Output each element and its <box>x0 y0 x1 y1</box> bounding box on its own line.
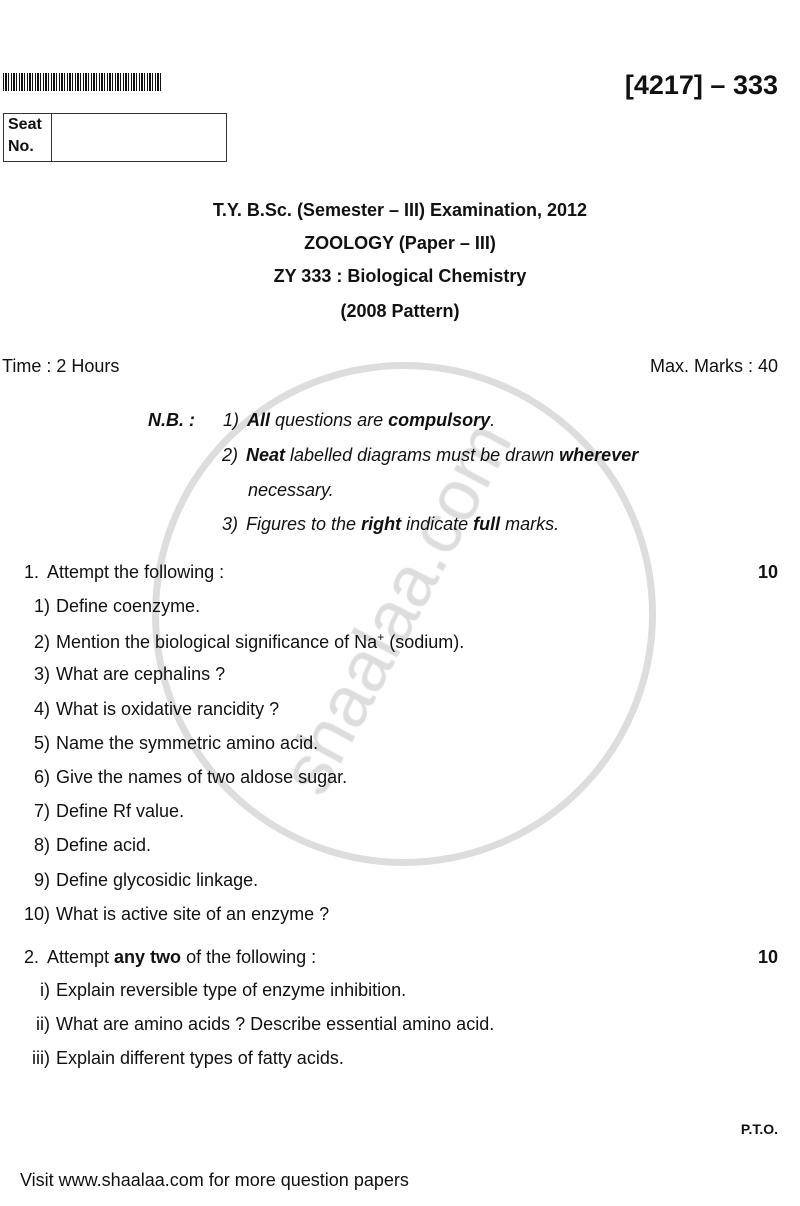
item-text: Define acid. <box>56 835 152 856</box>
item-text: Give the names of two aldose sugar. <box>56 767 348 787</box>
item-text: Mention the biological significance of Na <box>56 632 378 653</box>
subject-title: ZOOLOGY (Paper – III) <box>304 233 496 253</box>
item-text: Name the symmetric amino acid. <box>56 732 319 753</box>
item-number: 7) <box>33 801 50 822</box>
nb-note-3: 3) Figures to the right indicate full marks. <box>222 514 560 534</box>
question-item <box>16 904 329 925</box>
question-item <box>16 767 347 788</box>
seat-number-box <box>3 113 227 162</box>
barcode <box>3 73 161 91</box>
question-item <box>16 630 464 653</box>
item-number: 4) <box>33 698 50 719</box>
course-title: ZY 333 : Biological Chemistry <box>273 266 527 286</box>
seat-label <box>4 114 52 161</box>
question-1-marks: 10 <box>757 562 778 582</box>
item-text-cont: (sodium). <box>384 632 465 653</box>
seat-label-line-2: No. <box>8 138 34 155</box>
item-text: What are cephalins ? <box>56 664 226 685</box>
item-number: 2) <box>33 632 50 653</box>
question-item <box>16 1048 344 1069</box>
item-text: Define coenzyme. <box>56 596 201 616</box>
item-number: 9) <box>33 869 50 890</box>
question-item <box>16 699 279 720</box>
item-number: ii) <box>36 1014 50 1034</box>
item-text: Define glycosidic linkage. <box>56 869 259 890</box>
nb-note-2: 2) Neat labelled diagrams must be drawn wherever <box>222 445 639 465</box>
exam-title: T.Y. B.Sc. (Semester – III) Examination, 2012 <box>212 200 588 220</box>
item-number: 10) <box>23 903 50 924</box>
max-marks: Max. Marks : 40 <box>649 356 778 376</box>
item-superscript: + <box>377 630 385 645</box>
question-item <box>16 980 406 1001</box>
question-item <box>16 801 184 822</box>
item-text: Explain different types of fatty acids. <box>56 1048 344 1068</box>
question-item <box>16 596 200 617</box>
item-number: 1) <box>33 596 50 616</box>
item-number: 8) <box>33 835 50 856</box>
question-item <box>16 835 151 856</box>
item-number: i) <box>40 980 50 1000</box>
pto: P.T.O. <box>740 1121 778 1137</box>
item-text: What is active site of an enzyme ? <box>56 903 330 924</box>
question-item <box>16 1014 494 1035</box>
question-item <box>16 870 258 891</box>
nb-note-1: N.B. : 1) All questions are compulsory. <box>148 410 496 430</box>
question-item <box>16 664 225 685</box>
question-2-heading: 2. Attempt any two of the following : <box>24 947 317 967</box>
item-text: Explain reversible type of enzyme inhibition. <box>56 980 407 1000</box>
item-text: What are amino acids ? Describe essential amino acid. <box>56 1014 495 1034</box>
item-text: What is oxidative rancidity ? <box>56 698 280 719</box>
item-number: iii) <box>32 1048 50 1068</box>
question-1-heading: 1. Attempt the following : <box>24 562 225 582</box>
question-2-marks: 10 <box>757 947 778 967</box>
pattern: (2008 Pattern) <box>340 301 460 321</box>
paper-code: [4217] – 333 <box>624 70 778 100</box>
item-text: Define Rf value. <box>56 801 185 822</box>
time-label: Time : 2 Hours <box>2 356 120 376</box>
nb-note-2-cont: necessary. <box>248 480 334 500</box>
item-number: 6) <box>33 767 50 787</box>
question-item <box>16 733 318 754</box>
item-number: 3) <box>33 664 50 685</box>
footer-link[interactable]: Visit www.shaalaa.com for more question papers <box>20 1170 409 1190</box>
item-number: 5) <box>33 732 50 753</box>
seat-label-line-1: Seat <box>8 116 42 133</box>
